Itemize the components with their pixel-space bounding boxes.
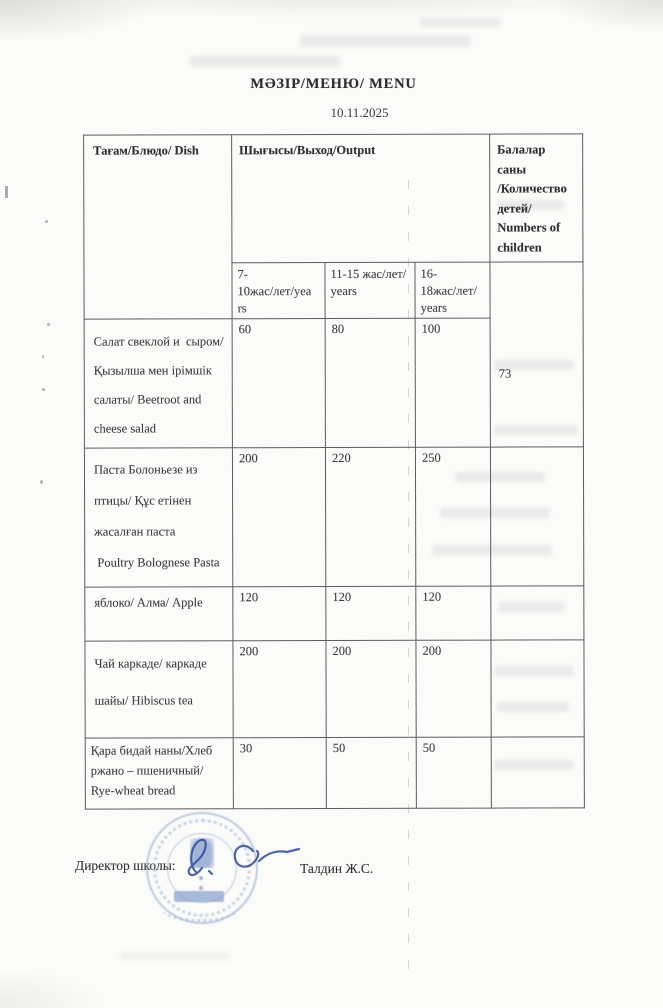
table-row — [85, 640, 584, 738]
scan-speck — [42, 388, 45, 391]
stamp-arc-text — [160, 892, 240, 922]
dish-name: яблоко/ Алма/ Apple — [85, 587, 233, 641]
header-children-count: Балалар саны /Количество детей/ Numbers of children — [490, 134, 583, 262]
table-row — [85, 737, 584, 809]
output-7-10: 200 — [233, 641, 326, 738]
output-16-18: 200 — [416, 640, 491, 737]
output-11-15: 220 — [325, 447, 415, 586]
dish-name: Салат свеклой и сыром/ Қызылша мен ірімшік салаты/ Beetroot and cheese salad — [84, 319, 232, 448]
output-7-10: 200 — [232, 448, 325, 587]
output-11-15: 200 — [326, 640, 416, 737]
scan-speck — [45, 220, 48, 223]
children-count-value: 73 — [490, 262, 583, 447]
header-output: Шығысы/Выход/Output — [232, 134, 490, 263]
scan-speck — [47, 323, 50, 326]
header-dish: Тағам/Блюдо/ Dish — [84, 135, 232, 319]
output-16-18: 50 — [416, 737, 491, 808]
children-cell — [490, 447, 583, 586]
title-block — [84, 76, 583, 121]
children-cell — [491, 586, 584, 640]
age-group-7-10: 7- 10жас/лет/yea rs — [232, 263, 325, 319]
signature-stroke — [235, 846, 299, 867]
director-label: Директор школы: — [75, 858, 176, 873]
menu-table — [83, 133, 585, 809]
children-cell — [491, 737, 584, 808]
bleed-through-artifact — [300, 35, 470, 47]
table-header-row — [84, 134, 583, 263]
scan-edge-mark — [5, 186, 8, 198]
output-16-18: 100 — [415, 318, 490, 447]
dish-name: Паста Болоньезе из птицы/ Құс етінен жасалған паста Poultry Bolognese Pasta — [84, 448, 232, 587]
output-16-18: 250 — [415, 447, 490, 586]
output-11-15: 80 — [325, 318, 415, 447]
signature-stroke — [189, 840, 206, 875]
signature-stroke — [209, 871, 212, 874]
bleed-through-artifact — [420, 18, 500, 27]
bleed-through-artifact — [120, 952, 230, 960]
output-11-15: 50 — [326, 737, 416, 808]
document-date: 10.11.2025 — [330, 105, 389, 120]
director-signature — [175, 831, 305, 887]
director-name: Талдин Ж.С. — [300, 861, 374, 876]
stamp-band — [174, 891, 224, 902]
bleed-through-artifact — [190, 56, 340, 67]
scan-speck — [42, 355, 44, 358]
dish-name: Қара бидай наны/Хлеб ржано – пшеничный/ Rye-wheat bread — [85, 738, 233, 809]
output-7-10: 60 — [232, 319, 325, 448]
document-title: МӘЗІР/МЕНЮ/ MENU — [250, 76, 417, 92]
table-row — [85, 586, 584, 641]
output-7-10: 120 — [233, 587, 326, 641]
age-group-16-18: 16- 18жас/лет/ years — [415, 262, 490, 318]
output-16-18: 120 — [416, 586, 491, 640]
output-7-10: 30 — [233, 738, 326, 809]
dish-name: Чай каркаде/ каркаде шайы/ Hibiscus tea — [85, 641, 233, 738]
children-cell — [491, 640, 584, 737]
age-group-11-15: 11-15 жас/лет/ years — [325, 262, 415, 318]
scan-speck — [40, 480, 43, 484]
table-row — [84, 447, 583, 587]
output-11-15: 120 — [326, 586, 416, 640]
